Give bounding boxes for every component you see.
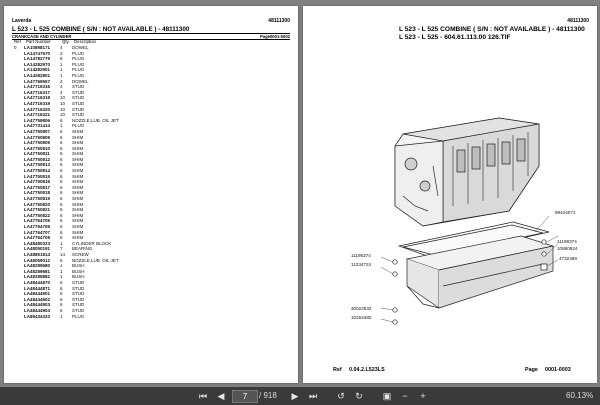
cell-desc: PLUG	[72, 61, 85, 67]
cell-partno: LA48289882	[24, 274, 51, 280]
cell-desc: STUD	[72, 112, 85, 118]
viewer-toolbar	[0, 387, 600, 405]
cell-partno: LA47750812	[24, 156, 51, 162]
cell-partno: LA47750814	[24, 168, 51, 174]
cell-partno: LA47750815	[24, 173, 51, 179]
cell-partno: LA48444901	[24, 291, 51, 297]
cell-desc: STUD	[72, 100, 85, 106]
cell-desc: PLUG	[72, 67, 85, 73]
cell-partno: LA47731414	[24, 123, 51, 129]
cell-desc: SHIM	[72, 168, 84, 174]
cell-desc: PLUG	[72, 313, 85, 319]
cell-desc: STUD	[72, 307, 85, 313]
cell-qty: 2	[60, 78, 63, 84]
rotate-left-icon[interactable]: ↺	[337, 391, 345, 401]
cell-desc: STUD	[72, 279, 85, 285]
crankcase-drawing	[303, 46, 597, 346]
cell-desc: PLUG	[72, 56, 85, 62]
fit-page-icon[interactable]: ▣	[382, 391, 392, 401]
cell-desc: SHIM	[72, 196, 84, 202]
zoom-out-icon[interactable]: −	[402, 391, 408, 401]
cell-qty: 6	[60, 201, 63, 207]
cell-qty: 7	[60, 246, 63, 252]
col-desc: Description	[74, 39, 96, 44]
page-number-input[interactable]: 7	[232, 390, 258, 403]
col-partno: Part Number	[26, 39, 51, 44]
rotate-right-icon[interactable]: ↻	[355, 391, 363, 401]
cell-qty: 4	[60, 45, 63, 50]
cell-desc: SHIM	[72, 140, 84, 146]
cell-desc: SHIM	[72, 173, 84, 179]
footer-ref-label: Ref	[333, 367, 342, 373]
cell-partno: LA47759806	[24, 117, 51, 123]
cell-qty: 6	[60, 162, 63, 168]
cell-qty: 6	[60, 128, 63, 134]
group-name: CRANKCASE AND CYLINDER	[12, 34, 72, 39]
brand-label: Laverda	[12, 18, 32, 24]
cell-qty: 6	[60, 156, 63, 162]
cell-partno: LA47764705	[24, 218, 51, 224]
cell-partno: LA47764708	[24, 235, 51, 241]
cell-qty: 6	[60, 307, 63, 313]
cell-partno: LA47750816	[24, 179, 51, 185]
cell-partno: LA47750811	[24, 151, 50, 157]
callout-11198374-left: 11198374	[351, 253, 371, 258]
zoom-level: 60.13%	[566, 391, 594, 400]
cell-desc: SHIM	[72, 184, 84, 190]
col-qty: Qty	[62, 39, 69, 44]
callout-11198374-right: 11198374	[557, 239, 577, 244]
cell-desc: STUD	[72, 296, 85, 302]
cell-qty: 6	[60, 134, 63, 140]
cell-partno: LA47750810	[24, 145, 51, 151]
cell-desc: BUSH	[72, 263, 85, 269]
diagram-title: L 523 - L 525 COMBINE ( S/N : NOT AVAILABLE ) - 48111300	[399, 26, 585, 33]
cell-qty: 10	[60, 106, 66, 112]
cell-qty: 6	[60, 218, 63, 224]
cell-partno: LA47750809	[24, 140, 51, 146]
cell-qty: 6	[60, 291, 63, 297]
cell-partno: LA48444904	[24, 307, 51, 313]
zoom-in-icon[interactable]: +	[420, 391, 426, 401]
cell-qty: 1	[60, 268, 63, 274]
cell-partno: LA47716319	[24, 100, 51, 106]
cell-partno: LA47750821	[24, 207, 51, 213]
cell-desc: SHIM	[72, 235, 84, 241]
previous-page-icon[interactable]: ◀	[217, 391, 225, 401]
cell-qty: 10	[60, 100, 66, 106]
cell-desc: STUD	[72, 291, 85, 297]
cell-qty: 6	[60, 168, 63, 174]
cell-partno: LA48444902	[24, 296, 51, 302]
cell-qty: 1	[60, 313, 63, 319]
cell-partno: LA89434333	[24, 313, 51, 319]
cell-desc: BEARING	[72, 246, 93, 252]
table-row	[14, 314, 121, 320]
cell-desc: STUD	[72, 84, 85, 90]
cell-desc: SHIM	[72, 207, 84, 213]
cell-desc: SHIM	[72, 190, 84, 196]
cell-desc: SHIM	[72, 224, 84, 229]
cell-partno: LA47764707	[24, 229, 51, 235]
cell-partno: LA14282970	[24, 61, 51, 67]
cell-partno: LA14282801	[24, 72, 51, 78]
cell-desc: BUSH	[72, 268, 85, 274]
cell-partno: LA47716320	[24, 106, 51, 112]
cell-qty: 10	[60, 95, 66, 101]
next-page-icon[interactable]: ▶	[291, 391, 299, 401]
cell-ref	[14, 314, 24, 320]
footer-ref-value: 0.04.2.L523LS	[349, 367, 385, 373]
cell-partno: LA47769557	[24, 78, 51, 84]
cell-desc: NOZZLE,LUB. OIL JET	[72, 117, 119, 123]
cell-ref: 0	[14, 45, 17, 50]
cell-qty: 6	[60, 140, 63, 146]
cell-partno: LA47716316	[24, 84, 51, 90]
cell-partno: LA48444871	[24, 285, 51, 291]
cell-partno: LA14747570	[24, 50, 51, 56]
cell-desc: PLUG	[72, 50, 85, 56]
cell-qty: 14	[60, 251, 66, 257]
cell-qty: 1	[60, 72, 63, 78]
cell-qty: 8	[60, 56, 63, 62]
cell-qty: 4	[60, 84, 63, 90]
cell-qty: 1	[60, 240, 63, 246]
cell-desc: PLUG	[72, 123, 85, 129]
parts-list-page	[4, 6, 298, 383]
cell-qty: 6	[60, 229, 63, 235]
cell-partno: LA47750822	[24, 212, 51, 218]
cell-qty: 1	[60, 274, 63, 280]
cell-qty: 6	[60, 212, 63, 218]
diagram-subtitle: L 523 - L 525 - 604.61.113.00 126.TIF	[399, 34, 511, 41]
col-ref: Ref	[14, 39, 21, 44]
parts-table	[14, 45, 121, 319]
footer-page-value: 0001-0003	[545, 367, 571, 373]
cell-partno: LA48444870	[24, 279, 51, 285]
cell-qty: 4	[60, 89, 63, 95]
cell-partno: LA48289681	[24, 268, 51, 274]
cell-partno: LA47750807	[24, 128, 51, 134]
cell-desc: STUD	[72, 302, 85, 308]
cell-qty: 2	[60, 50, 63, 56]
cell-desc: NOZZLE,LUB. OIL JET	[72, 257, 119, 263]
cell-qty: 6	[60, 257, 63, 263]
cell-partno: LA47750820	[24, 201, 51, 207]
callout-10880924: 10880924	[557, 246, 578, 251]
cell-qty: 6	[60, 296, 63, 302]
cell-qty: 6	[60, 279, 63, 285]
cell-qty: 6	[60, 224, 63, 229]
cell-desc: BUSH	[72, 274, 85, 280]
cell-qty: 6	[60, 235, 63, 241]
cell-qty: 1	[60, 61, 63, 67]
cell-partno: LA48289680	[24, 263, 51, 269]
cell-qty: 1	[60, 123, 63, 129]
cell-qty: 6	[60, 207, 63, 213]
cell-desc: SHIM	[72, 128, 84, 134]
cell-desc: SHIM	[72, 179, 84, 185]
cell-desc: SHIM	[72, 156, 84, 162]
page-title: L 523 - L 525 COMBINE ( S/N : NOT AVAILABLE ) - 48111300	[12, 26, 190, 33]
cell-desc: SHIM	[72, 212, 84, 218]
cell-qty: 6	[60, 184, 63, 190]
first-page-icon[interactable]: ⏮	[198, 391, 208, 401]
page-count: / 918	[259, 391, 277, 400]
cell-desc: STUD	[72, 95, 85, 101]
cell-desc: STUD	[72, 285, 85, 291]
cylinder-block-drawing	[395, 118, 539, 226]
cell-qty: 6	[60, 190, 63, 196]
cell-desc: SHIM	[72, 218, 84, 224]
top-number: 48111300	[268, 18, 290, 24]
cell-partno: LA47716317	[24, 89, 51, 95]
cell-qty: 6	[60, 173, 63, 179]
cell-qty: 6	[60, 196, 63, 202]
callout-30022532: 30022532	[351, 306, 372, 311]
last-page-icon[interactable]: ⏭	[308, 391, 318, 401]
cell-partno: LA48059012	[24, 257, 51, 263]
cell-partno: LA47750808	[24, 134, 51, 140]
group-page: Page0001-0002	[259, 34, 290, 39]
cell-partno: LA47750819	[24, 196, 51, 202]
cell-partno: LA48050191	[24, 246, 51, 252]
cell-qty: 6	[60, 285, 63, 291]
cell-desc: STUD	[72, 106, 85, 112]
cell-qty: 6	[60, 151, 63, 157]
footer-page-label: Page	[525, 367, 538, 373]
oil-pan-drawing	[381, 216, 558, 324]
diagram-page	[303, 6, 597, 383]
cell-qty: 1	[60, 67, 63, 73]
cell-desc: SHIM	[72, 134, 84, 140]
cell-partno: LA10898171	[24, 45, 51, 50]
cell-partno: LA14282901	[24, 67, 51, 73]
cell-partno: LA47750817	[24, 184, 51, 190]
cell-qty: 6	[60, 179, 63, 185]
cell-qty: 6	[60, 117, 63, 123]
cell-partno: LA48444903	[24, 302, 51, 308]
cell-qty: 10	[60, 112, 66, 118]
cell-desc: SHIM	[72, 162, 84, 168]
cell-desc: SHIM	[72, 145, 84, 151]
cell-qty: 6	[60, 302, 63, 308]
cell-desc: DOWEL	[72, 78, 89, 84]
callout-99424071: 99424071	[555, 210, 576, 215]
cell-partno: LA47750813	[24, 162, 51, 168]
cell-partno: LA47764706	[24, 224, 51, 229]
cell-desc: SHIM	[72, 229, 84, 235]
group-bar	[12, 33, 290, 40]
cell-desc: SCREW	[72, 251, 89, 257]
cell-qty: 6	[60, 145, 63, 151]
callout-4732358: 4732358	[559, 256, 577, 261]
cell-desc: SHIM	[72, 201, 84, 207]
cell-desc: PLUG	[72, 72, 85, 78]
cell-partno: LA14782779	[24, 56, 51, 62]
cell-desc: DOWEL	[72, 45, 89, 50]
cell-desc: SHIM	[72, 151, 84, 157]
cell-desc: STUD	[72, 89, 85, 95]
cell-partno: LA48480323	[24, 240, 51, 246]
cell-partno: LA48851814	[24, 251, 51, 257]
callout-11234724: 11234724	[351, 262, 372, 267]
cell-partno: LA47716321	[24, 112, 51, 118]
callout-10263480: 10263480	[351, 315, 372, 320]
cell-partno: LA47716318	[24, 95, 51, 101]
cell-desc: CYLINDER BLOCK	[72, 240, 112, 246]
top-number: 48111300	[567, 18, 589, 24]
cell-qty: 1	[60, 263, 63, 269]
cell-partno: LA47750818	[24, 190, 51, 196]
